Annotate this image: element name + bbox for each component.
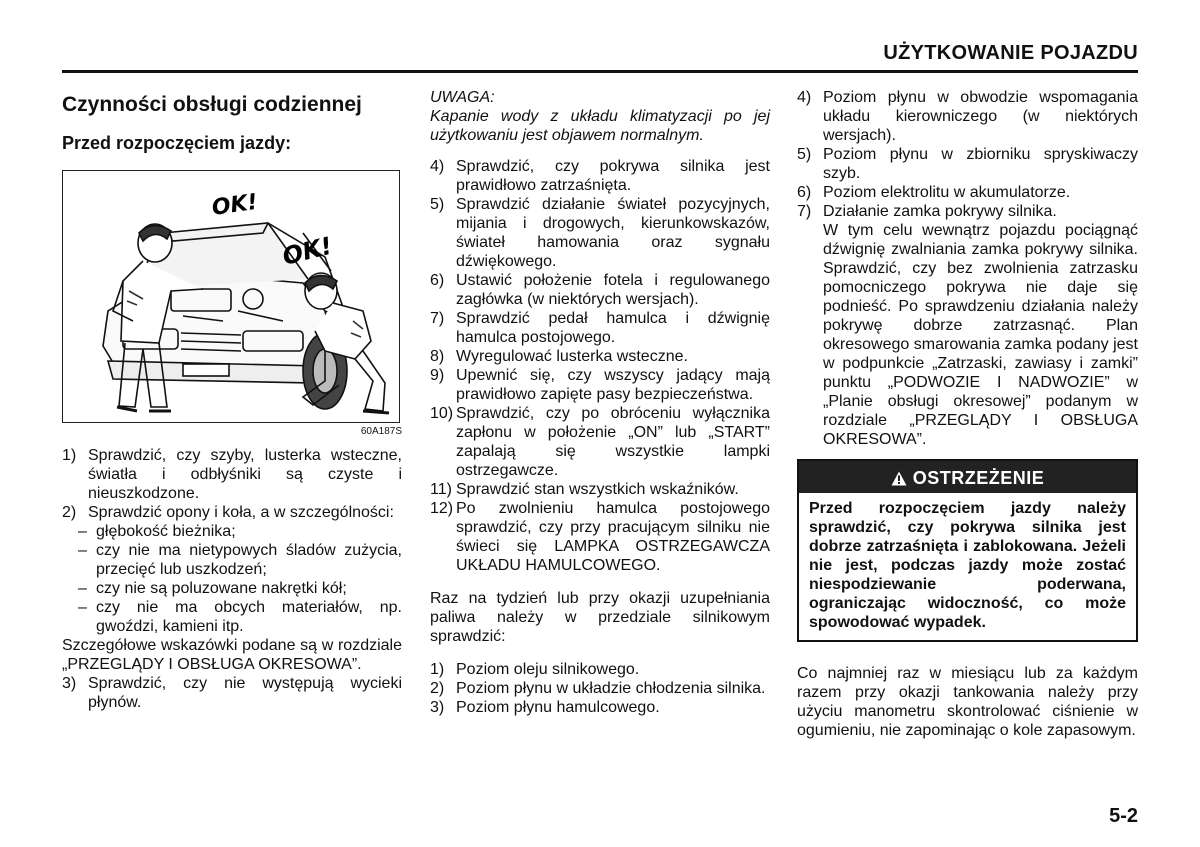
list-item-text: Poziom płynu w zbiorniku spryskiwaczy szyb.: [823, 146, 1138, 182]
dash-item-text: czy nie ma obcych materiałów, np. gwoździ, kamieni itp.: [96, 599, 402, 635]
list-item-text: Poziom oleju silnikowego.: [456, 661, 640, 678]
list-item-number: 10): [430, 405, 454, 422]
speech-ok-1: OK!: [210, 189, 260, 221]
note-text: Kapanie wody z układu klimatyzacji po jej użytkowaniu jest objawem normalnym.: [430, 108, 770, 144]
list-item: [430, 679, 770, 698]
list-item-text: Ustawić położenie fotela i regulowanego zagłówka (w niektórych wersjach).: [456, 272, 770, 308]
list-item-number: 4): [797, 89, 812, 106]
list-item: [62, 674, 402, 712]
list-item: [62, 446, 402, 503]
warning-triangle-icon: [891, 471, 907, 486]
list-item-number: 2): [62, 504, 77, 521]
list-item: [62, 503, 402, 522]
list-item: [430, 195, 770, 271]
column-left: [62, 88, 402, 712]
speech-ok-2: OK!: [279, 231, 335, 271]
list-item-number: 4): [430, 158, 445, 175]
list-item-text: Poziom płynu hamulcowego.: [456, 699, 660, 716]
dash-list-item: – czy nie są poluzowane nakrętki kół;: [78, 579, 402, 598]
list-item-number: 1): [430, 661, 445, 678]
list-item: [430, 157, 770, 195]
list-item-text: Sprawdzić działanie świateł pozycyjnych, mijania i drogowych, kierunkowskazów, świateł hamowania oraz sygnału dźwiękowego.: [456, 196, 770, 270]
list-item-text: Sprawdzić, czy po obróceniu wyłącznika zapłonu w położenie „ON” lub „START” zapalają się wszystkie lampki ostrzegawcze.: [456, 405, 770, 479]
illustration-car-check: [62, 170, 400, 423]
list-item-text: Sprawdzić pedał hamulca i dźwignię hamulca postojowego.: [456, 310, 770, 346]
weekly-check-paragraph: Raz na tydzień lub przy okazji uzupełniania paliwa należy w przedziale silnikowym sprawdzić:: [430, 590, 770, 645]
list-item-text: Wyregulować lusterka wsteczne.: [456, 348, 688, 365]
dash-item-text: głębokość bieżnika;: [96, 523, 236, 540]
list-item-number: 8): [430, 348, 445, 365]
list-item-number: 5): [430, 196, 445, 213]
list-item: [430, 347, 770, 366]
list-item: [430, 404, 770, 480]
list-item-number: 12): [430, 500, 454, 517]
list-item: [430, 480, 770, 499]
list-item-text: Sprawdzić stan wszystkich wskaźników.: [456, 481, 739, 498]
list-item-number: 2): [430, 680, 445, 697]
monthly-check-paragraph: Co najmniej raz w miesiącu lub za każdym razem przy okazji tankowania należy przy użyciu manometru skontrolować ciśnienie w ogumieniu, nie zapominając o kole zapasowym.: [797, 665, 1138, 739]
list-item: [430, 309, 770, 347]
mechanics-car-illustration: [63, 171, 399, 422]
list-item: [797, 88, 1138, 145]
page-number: 5-2: [1109, 805, 1138, 827]
list-item: [430, 271, 770, 309]
list-item-number: 5): [797, 146, 812, 163]
item-7-detail-text: W tym celu wewnątrz pojazdu pociągnąć dźwignię zwalniania zamka pokrywy silnika. Sprawdzić, czy bez zwolnienia zatrzasku pomocniczego pokrywa nie daje się podnieść. Po sprawdzeniu działania należy pokrywę dobrze zatrzasnąć. Plan okresowego smarowania zamka podany jest w podpunkcie „Zatrzaski, zawiasy i zamki” punktu „PODWOZIE I NADWOZIE” w „Planie obsługi okresowej” podanym w rozdziale „PRZEGLĄDY I OBSŁUGA OKRESOWA”.: [823, 222, 1138, 448]
list-item-number: 7): [797, 203, 812, 220]
list-item: [430, 366, 770, 404]
list-item-number: 9): [430, 367, 445, 384]
list-item-number: 6): [430, 272, 445, 289]
list-item-text: Poziom elektrolitu w akumulatorze.: [823, 184, 1071, 201]
list-item: [797, 183, 1138, 202]
list-item: [430, 698, 770, 717]
list-item-text: Poziom płynu w układzie chłodzenia silnika.: [456, 680, 766, 697]
list-item: [430, 660, 770, 679]
list-item-number: 1): [62, 447, 77, 464]
list-item: [430, 499, 770, 575]
list-item-text: Sprawdzić opony i koła, a w szczególności:: [88, 504, 394, 521]
dash-item-text: czy nie ma nietypowych śladów zużycia, przecięć lub uszkodzeń;: [96, 542, 402, 578]
column-middle: [430, 88, 770, 717]
list-item-number: 6): [797, 184, 812, 201]
list-item: [797, 145, 1138, 183]
note-title: UWAGA:: [430, 89, 495, 106]
warning-box: [797, 459, 1138, 642]
figure-code: 60A187S: [360, 426, 402, 437]
list-item-text: Po zwolnieniu hamulca postojowego sprawdzić, czy przy pracującym silniku nie świeci się LAMPKA OSTRZEGAWCZA UKŁADU HAMULCOWEGO.: [456, 500, 770, 574]
warning-text: Przed rozpoczęciem jazdy należy sprawdzić, czy pokrywa silnika jest dobrze zatrzaśnięta i zablokowana. Jeżeli nie jest, podczas jazdy może zostać niespodziewanie poderwana, ograniczając widoczność, co może spowodować wypadek.: [809, 500, 1126, 631]
list-item-text: Sprawdzić, czy pokrywa silnika jest prawidłowo zatrzaśnięta.: [456, 158, 770, 194]
list-item-number: 3): [62, 675, 77, 692]
list-item-number: 3): [430, 699, 445, 716]
list-item-text: Poziom płynu w obwodzie wspomagania układu kierowniczego (w niektórych wersjach).: [823, 89, 1138, 144]
warning-header: [799, 461, 1136, 493]
dash-list-item: – czy nie ma obcych materiałów, np. gwoździ, kamieni itp.: [78, 599, 402, 635]
list-item-text: Sprawdzić, czy szyby, lusterka wsteczne, światła i odbłyśniki są czyste i nieuszkodzone.: [88, 447, 402, 502]
dash-list-item: – czy nie ma nietypowych śladów zużycia, przecięć lub uszkodzeń;: [78, 542, 402, 578]
dash-item-text: czy nie są poluzowane nakrętki kół;: [96, 580, 347, 597]
list-item-number: 11): [430, 481, 452, 498]
page-header-title: UŻYTKOWANIE POJAZDU: [883, 42, 1138, 64]
list-item-number: 7): [430, 310, 445, 327]
details-paragraph: Szczegółowe wskazówki podane są w rozdziale „PRZEGLĄDY I OBSŁUGA OKRESOWA”.: [62, 637, 402, 673]
list-item: [797, 202, 1138, 221]
column-right: [797, 88, 1138, 740]
list-item-text: Sprawdzić, czy nie występują wycieki płynów.: [88, 675, 402, 711]
list-item-detail: [797, 221, 1138, 449]
warning-title: OSTRZEŻENIE: [912, 468, 1045, 488]
header-rule: [62, 70, 1138, 73]
list-item-text: Upewnić się, czy wszyscy jadący mają prawidłowo zapięte pasy bezpieczeństwa.: [456, 367, 770, 403]
list-item-text: Działanie zamka pokrywy silnika.: [823, 203, 1057, 220]
dash-list-item: – głębokość bieżnika;: [78, 522, 402, 541]
section-title: Czynności obsługi codziennej: [62, 93, 362, 116]
subsection-title: Przed rozpoczęciem jazdy:: [62, 133, 292, 153]
